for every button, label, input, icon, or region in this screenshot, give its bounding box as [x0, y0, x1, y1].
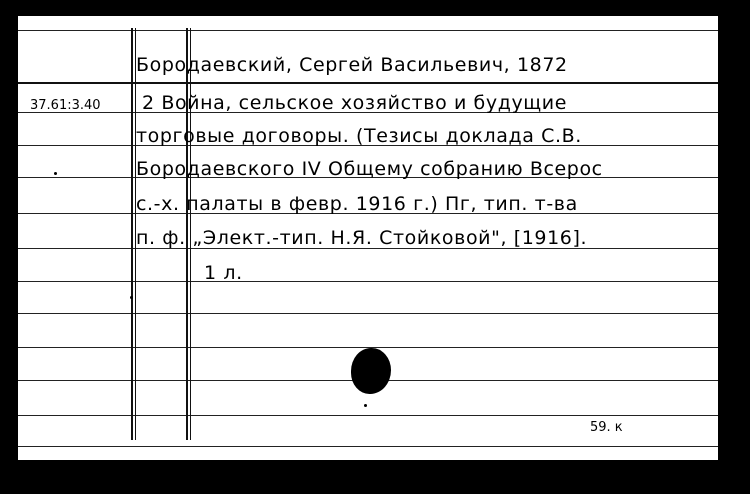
catalog-card — [18, 16, 718, 460]
ink-speck — [130, 296, 133, 299]
imprint-line: с.-х. палаты в февр. 1916 г.) Пг, тип. т-ва — [136, 193, 578, 215]
ruled-line — [18, 446, 718, 447]
ink-speck — [54, 172, 57, 175]
title-line: Бородаевского IV Общему собранию Всерос — [136, 158, 603, 180]
ink-speck — [364, 404, 367, 407]
ruled-line — [18, 82, 718, 84]
ruled-line — [18, 313, 718, 314]
ruled-line — [18, 30, 718, 31]
margin-line — [131, 28, 133, 440]
author-heading: Бородаевский, Сергей Васильевич, 1872 — [136, 54, 568, 76]
title-line: торговые договоры. (Тезисы доклада С.В. — [136, 125, 582, 147]
corner-note: 59. к — [590, 420, 623, 435]
imprint-line: п. ф. „Элект.-тип. Н.Я. Стойковой", [1916]. — [136, 227, 588, 249]
ruled-line — [18, 415, 718, 416]
ruled-line — [18, 281, 718, 282]
call-number: 37.61:3.40 — [30, 98, 101, 113]
punch-hole — [351, 348, 391, 394]
extent-line: 1 л. — [204, 262, 243, 284]
title-line: 2 Война, сельское хозяйство и будущие — [142, 92, 568, 114]
